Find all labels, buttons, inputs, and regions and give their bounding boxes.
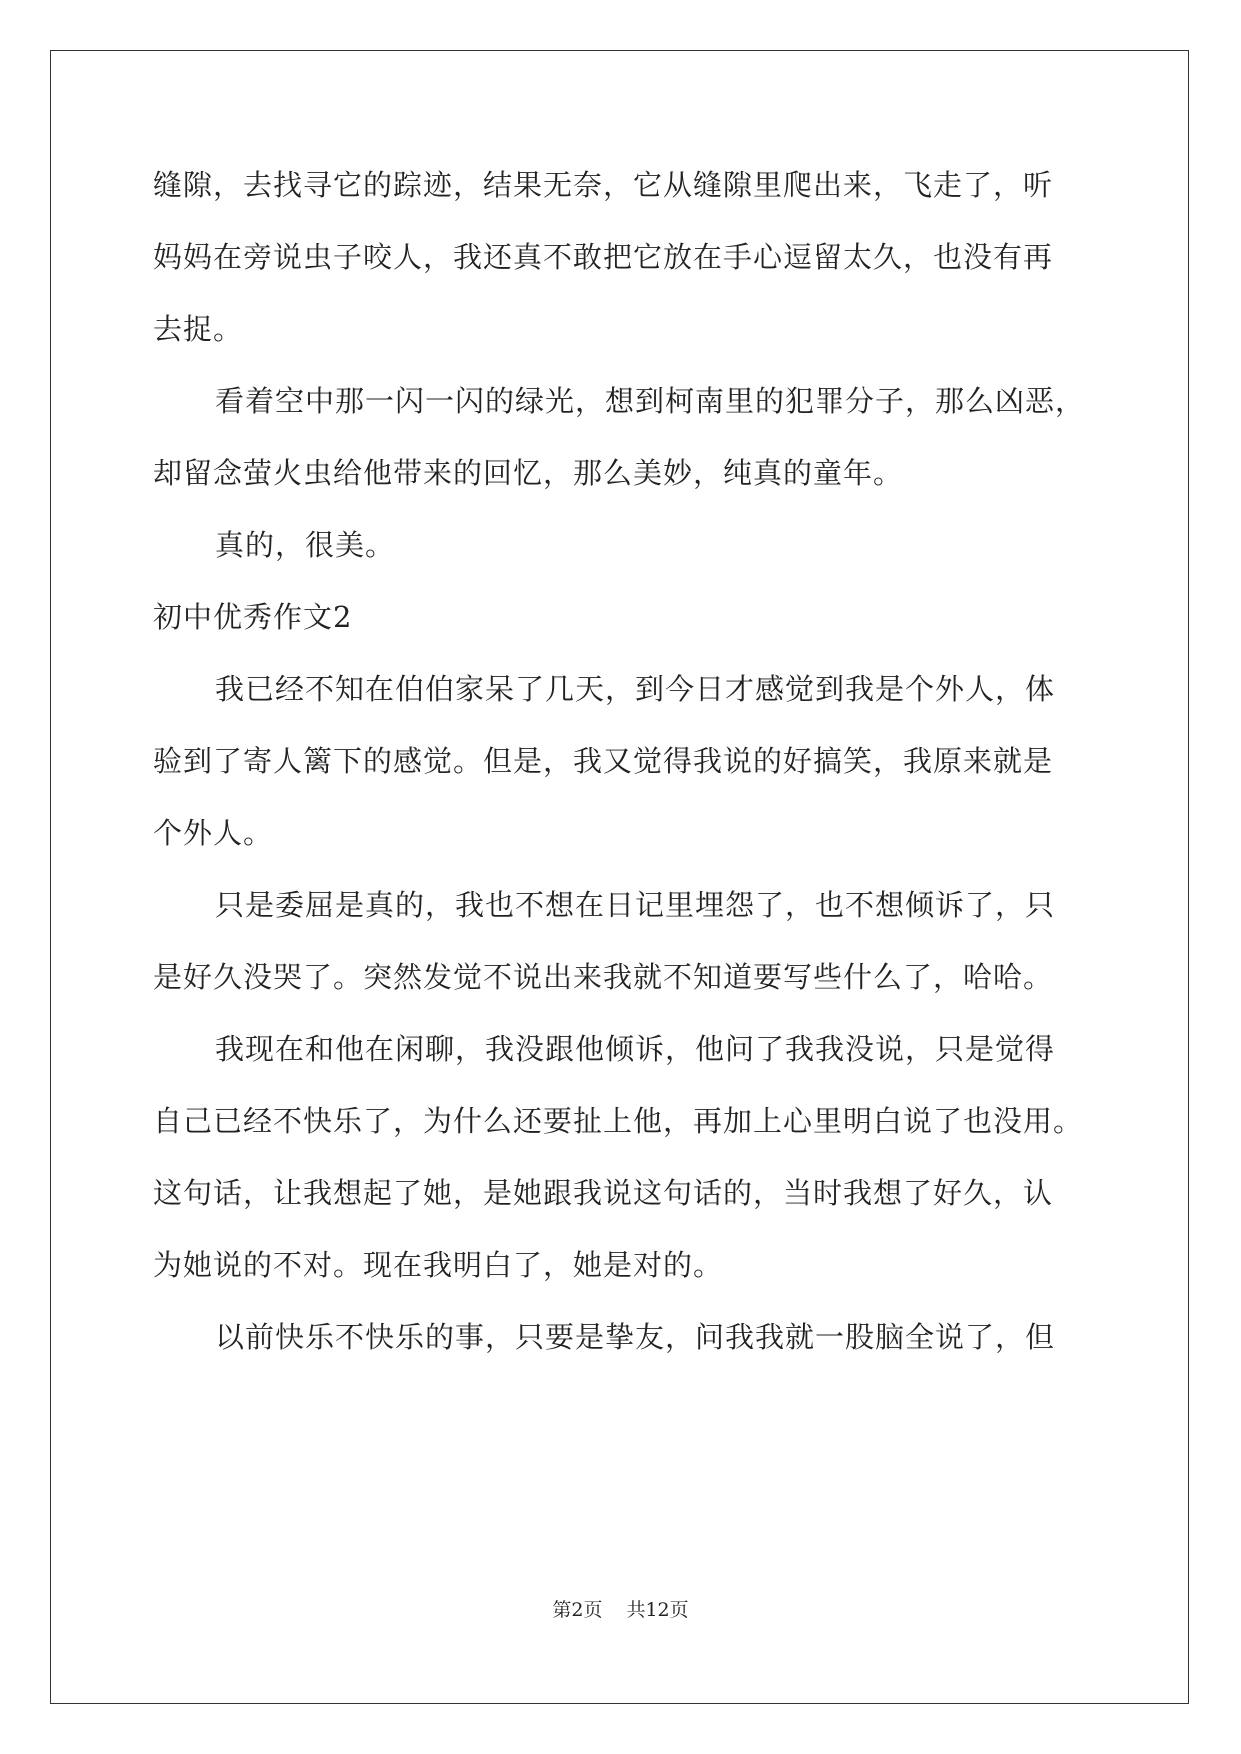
body-line: 去捉。 — [153, 312, 244, 346]
body-line: 妈妈在旁说虫子咬人，我还真不敢把它放在手心逗留太久，也没有再 — [153, 240, 1054, 274]
page-footer — [0, 1598, 1241, 1622]
body-line: 只是委屈是真的，我也不想在日记里埋怨了，也不想倾诉了，只 — [215, 888, 1056, 922]
body-line: 为她说的不对。现在我明白了，她是对的。 — [153, 1248, 724, 1282]
page-border — [50, 50, 1189, 1704]
body-line: 自己已经不快乐了，为什么还要扯上他，再加上心里明白说了也没用。 — [153, 1104, 1084, 1138]
section-heading: 初中优秀作文2 — [153, 600, 353, 634]
body-line: 验到了寄人篱下的感觉。但是，我又觉得我说的好搞笑，我原来就是 — [153, 744, 1054, 778]
body-line: 看着空中那一闪一闪的绿光，想到柯南里的犯罪分子，那么凶恶， — [215, 384, 1086, 418]
page-total: 共12页 — [626, 1599, 689, 1621]
page-number: 第2页 — [552, 1599, 603, 1621]
body-line: 我已经不知在伯伯家呆了几天，到今日才感觉到我是个外人，体 — [215, 672, 1056, 706]
body-line: 却留念萤火虫给他带来的回忆，那么美妙，纯真的童年。 — [153, 456, 904, 490]
body-line: 以前快乐不快乐的事，只要是挚友，问我我就一股脑全说了，但 — [215, 1320, 1056, 1354]
body-line: 我现在和他在闲聊，我没跟他倾诉，他问了我我没说，只是觉得 — [215, 1032, 1056, 1066]
body-line: 缝隙，去找寻它的踪迹，结果无奈，它从缝隙里爬出来，飞走了，听 — [153, 168, 1054, 202]
body-line: 个外人。 — [153, 816, 274, 850]
body-line: 这句话，让我想起了她，是她跟我说这句话的，当时我想了好久，认 — [153, 1176, 1054, 1210]
body-line: 是好久没哭了。突然发觉不说出来我就不知道要写些什么了，哈哈。 — [153, 960, 1054, 994]
body-line: 真的，很美。 — [215, 528, 396, 562]
